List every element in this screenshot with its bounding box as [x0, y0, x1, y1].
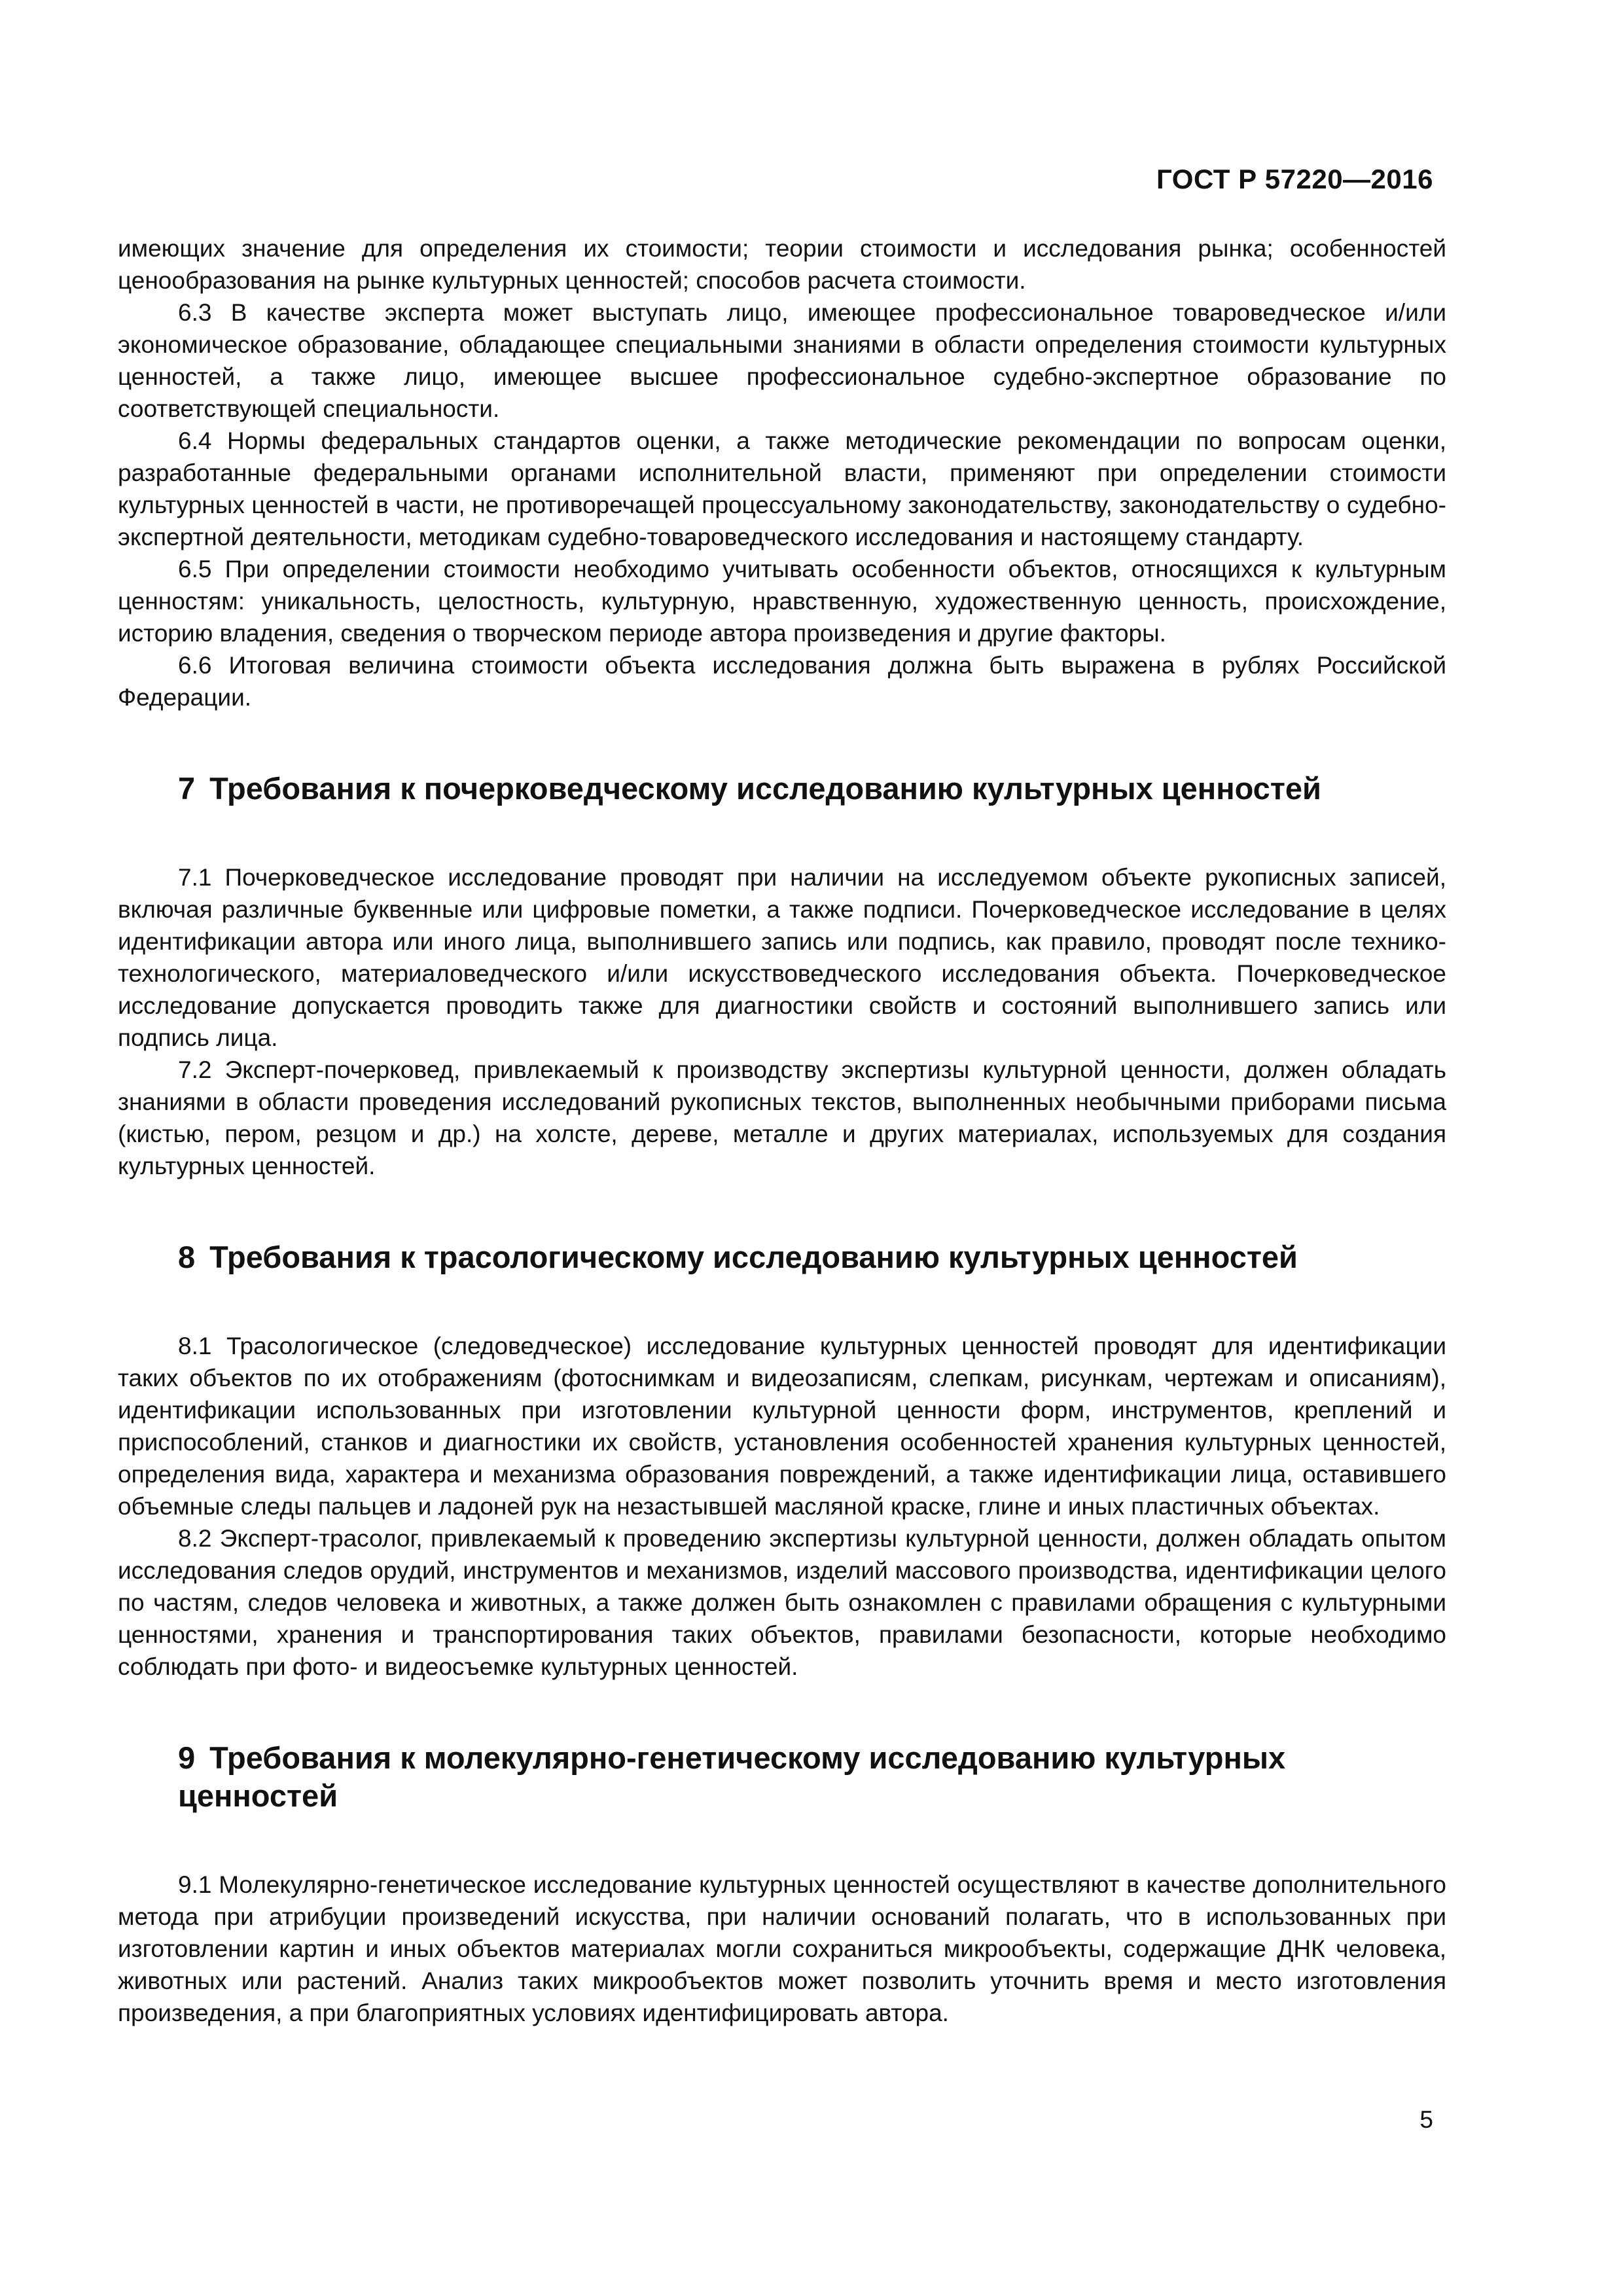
section-heading-7	[178, 770, 1446, 808]
paragraph-6-4: 6.4 Нормы федеральных стандартов оценки, а также методические рекомендации по вопросам оценки, разработанные федеральными органами исполнительной власти, применяют при определении стоимости культурных ценностей в части, не противоречащей процессуальному законодательству, законодательству о судебно-экспертной деятельности, методикам судебно-товароведческого исследования и настоящему стандарту.	[118, 427, 1446, 550]
page-number: 5	[1419, 2106, 1433, 2133]
section-number: 8	[178, 1240, 196, 1274]
paragraph-6-3: 6.3 В качестве эксперта может выступать лицо, имеющее профессиональное товароведческое и/или экономическое образование, обладающее специальными знаниями в области определения стоимости культурных ценностей, а также лицо, имеющее высшее профессиональное судебно-экспертное образование по соответствующей специальности.	[118, 299, 1446, 422]
section-title: Требования к трасологическому исследованию культурных ценностей	[209, 1240, 1298, 1274]
section-title: Требования к почерковедческому исследованию культурных ценностей	[209, 771, 1321, 806]
section-number: 7	[178, 771, 196, 806]
section-heading-9	[178, 1739, 1448, 1815]
paragraph-6-6: 6.6 Итоговая величина стоимости объекта исследования должна быть выражена в рублях Российской Федерации.	[118, 652, 1446, 711]
paragraph-7-1: 7.1 Почерковедческое исследование проводят при наличии на исследуемом объекте рукописных записей, включая различные буквенные или цифровые пометки, а также подписи. Почерковедческое исследование в целях идентификации автора или иного лица, выполнившего запись или подпись, как правило, проводят после технико-технологического, материаловедческого и/или искусствоведческого исследования объекта. Почерковедческое исследование допускается проводить также для диагностики свойств и состояний выполнившего запись или подпись лица.	[118, 864, 1446, 1051]
document-id-header: ГОСТ Р 57220—2016	[1156, 164, 1433, 194]
paragraph-6-5: 6.5 При определении стоимости необходимо учитывать особенности объектов, относящихся к культурным ценностям: уникальность, целостность, культурную, нравственную, художественную ценность, происхождение, историю владения, сведения о творческом периоде автора произведения и другие факторы.	[118, 556, 1446, 647]
paragraph-6-2-continued: имеющих значение для определения их стоимости; теории стоимости и исследования рынка; особенностей ценообразования на рынке культурных ценностей; способов расчета стоимости.	[118, 235, 1446, 294]
section-heading-8	[178, 1238, 1446, 1276]
section-number: 9	[178, 1740, 196, 1775]
paragraph-8-1: 8.1 Трасологическое (следоведческое) исследование культурных ценностей проводят для идентификации таких объектов по их отображениям (фотоснимкам и видеозаписям, слепкам, рисункам, чертежам и описаниям), идентификации использованных при изготовлении культурной ценности форм, инструментов, креплений и приспособлений, станков и диагностики их свойств, установления особенностей хранения культурных ценностей, определения вида, характера и механизма образования повреждений, а также идентификации лица, оставившего объемные следы пальцев и ладоней рук на незастывшей масляной краске, глине и иных пластичных объектах.	[118, 1333, 1446, 1520]
paragraph-9-1: 9.1 Молекулярно-генетическое исследование культурных ценностей осуществляют в качестве дополнительного метода при атрибуции произведений искусства, при наличии оснований полагать, что в использованных при изготовлении картин и иных объектов материалах могли сохраниться микрообъекты, содержащие ДНК человека, животных или растений. Анализ таких микрообъектов может позволить уточнить время и место изготовления произведения, а при благоприятных условиях идентифицировать автора.	[118, 1871, 1446, 2026]
section-title: Требования к молекулярно-генетическому исследованию культурных ценностей	[178, 1740, 1286, 1813]
paragraph-8-2: 8.2 Эксперт-трасолог, привлекаемый к проведению экспертизы культурной ценности, должен обладать опытом исследования следов орудий, инструментов и механизмов, изделий массового производства, идентификации целого по частям, следов человека и животных, а также должен быть ознакомлен с правилами обращения с культурными ценностями, хранения и транспортирования таких объектов, правилами безопасности, которые необходимо соблюдать при фото- и видеосъемке культурных ценностей.	[118, 1525, 1446, 1680]
paragraph-7-2: 7.2 Эксперт-почерковед, привлекаемый к производству экспертизы культурной ценности, должен обладать знаниями в области проведения исследований рукописных текстов, выполненных необычными приборами письма (кистью, пером, резцом и др.) на холсте, дереве, металле и других материалах, используемых для создания культурных ценностей.	[118, 1056, 1446, 1179]
document-body	[118, 232, 1446, 2029]
